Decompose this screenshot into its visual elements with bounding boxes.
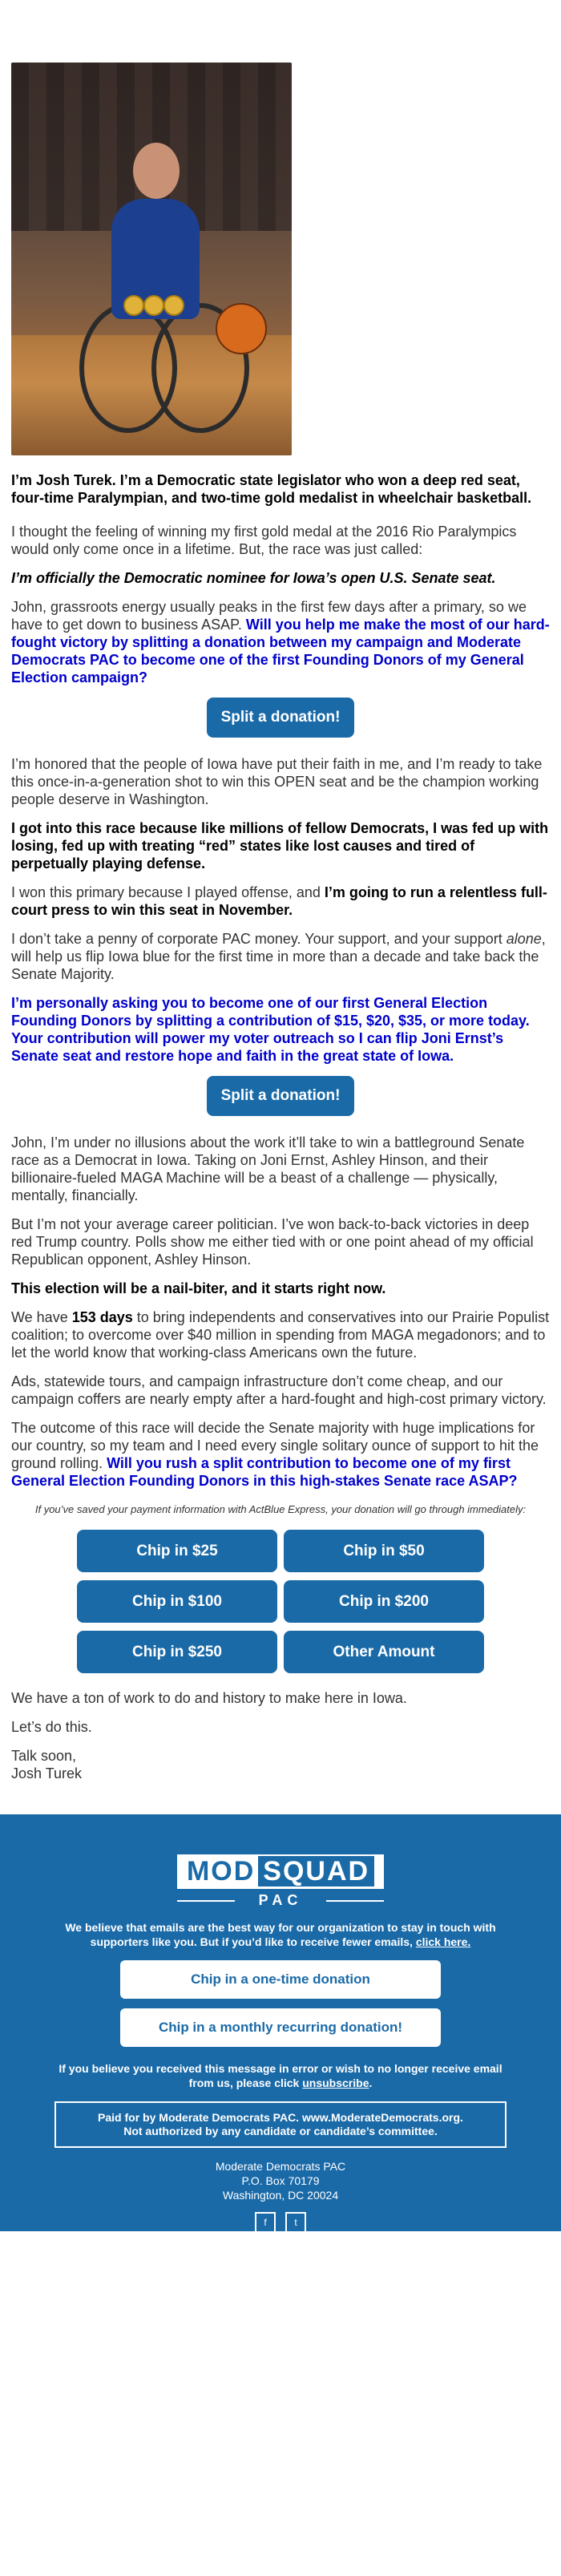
ask-link[interactable]: Will you rush a split contribution to become one of my first General Election Founding Donors in this high-stakes Senate race ASAP? — [11, 1455, 518, 1489]
actblue-note: If you’ve saved your payment information with ActBlue Express, your donation will go through immediately: — [34, 1503, 527, 1515]
paid-for-disclaimer: Paid for by Moderate Democrats PAC. www.ModerateDemocrats.org. Not authorized by any candidate or candidate’s committee. — [54, 2101, 507, 2148]
paragraph: I’m honored that the people of Iowa have put their faith in me, and I’m ready to take this once-in-a-generation shot to win this OPEN seat and be the champion working people deserve in Washington. — [11, 756, 543, 807]
unsubscribe-link[interactable]: unsubscribe — [302, 2077, 369, 2089]
one-time-donation-button[interactable]: Chip in a one-time donation — [120, 1960, 441, 1999]
candidate-photo — [11, 63, 292, 455]
monthly-donation-button[interactable]: Chip in a monthly recurring donation! — [120, 2008, 441, 2047]
paragraph: I got into this race because like millions of fellow Democrats, I was fed up with losing, fed up with treating “red” states like lost causes and tired of perpetually playing defense. — [11, 820, 549, 871]
other-amount-button[interactable]: Other Amount — [284, 1631, 484, 1673]
nominee-announcement: I’m officially the Democratic nominee for Iowa’s open U.S. Senate seat. — [11, 570, 496, 586]
paragraph: John, I’m under no illusions about the work it’ll take to win a battleground Senate race as a Democrat in Iowa. Taking on Joni Ernst, Ashley Hinson, and their billionaire-fueled MAGA Machine will be a beast of a challenge — physically, mentally, financially. — [11, 1134, 525, 1203]
fewer-emails-link[interactable]: click here. — [415, 1935, 471, 1948]
paragraph: We have a ton of work to do and history to make here in Iowa. — [11, 1690, 407, 1706]
chip-in-buttons — [11, 1530, 550, 1673]
chip-in-200-button[interactable]: Chip in $200 — [284, 1580, 484, 1623]
intro-paragraph: I’m Josh Turek. I’m a Democratic state legislator who won a deep red seat, four-time Paralympian, and two-time gold medalist in wheelchair basketball. — [11, 472, 532, 506]
paragraph: The outcome of this race will decide the Senate majority with huge implications for our country, so my team and I need every single solitary ounce of support to hit the ground rolling. Will you rush a split contribution to become one of my first General Election Founding Donors in this high-stakes Senate race ASAP? — [11, 1420, 539, 1489]
unsubscribe-text: If you believe you received this message in error or wish to no longer receive email from us, please click unsubscribe. — [59, 2062, 502, 2089]
paragraph: I don’t take a penny of corporate PAC money. Your support, and your support alone, will help us flip Iowa blue for the first time in more than a decade and take back the Senate Majority. — [11, 931, 546, 982]
chip-in-25-button[interactable]: Chip in $25 — [77, 1530, 277, 1572]
paragraph: We have 153 days to bring independents and conservatives into our Prairie Populist coalition; to overcome over $40 million in spending from MAGA megadonors; and to let the world know that working-class Americans own the future. — [11, 1309, 550, 1361]
split-donation-button[interactable]: Split a donation! — [207, 698, 355, 738]
paragraph: I won this primary because I played offense, and I’m going to run a relentless full-court press to win this seat in November. — [11, 884, 547, 918]
split-donation-button[interactable]: Split a donation! — [207, 1076, 355, 1116]
chip-in-250-button[interactable]: Chip in $250 — [77, 1631, 277, 1673]
facebook-icon[interactable]: f — [255, 2212, 276, 2233]
paragraph: But I’m not your average career politician. I’ve won back-to-back victories in deep red Trump country. Polls show me either tied with or one point ahead of my official Republican opponent, Ashley Hinson. — [11, 1216, 534, 1268]
paragraph: Let’s do this. — [11, 1719, 92, 1735]
chip-in-50-button[interactable]: Chip in $50 — [284, 1530, 484, 1572]
paragraph: John, grassroots energy usually peaks in the first few days after a primary, so we have to get down to business ASAP. Will you help me make the most of our hard-fought victory by splitting a donation between my campaign and Moderate Democrats PAC to become one of the first Founding Donors of my General Election campaign? — [11, 599, 550, 685]
signoff: Talk soon, Josh Turek — [11, 1748, 83, 1781]
paragraph: Ads, statewide tours, and campaign infrastructure don’t come cheap, and our campaign coffers are nearly empty after a hard-fought and high-cost primary victory. — [11, 1373, 547, 1407]
social-links — [0, 2212, 561, 2233]
mod-squad-pac-logo: MOD SQUAD PAC — [177, 1854, 384, 1909]
twitter-icon[interactable]: t — [285, 2212, 306, 2233]
mailing-address: Moderate Democrats PAC P.O. Box 70179 Washington, DC 20024 — [215, 2160, 346, 2202]
ask-link[interactable]: I’m personally asking you to become one of our first General Election Founding Donors by splitting a contribution of $15, $20, $35, or more today. Your contribution will power my voter outreach so I can flip Joni Ernst’s Senate seat and restore hope and faith in the great state of Iowa. — [11, 995, 530, 1064]
ask-link[interactable]: Will you help me make the most of our hard-fought victory by splitting a donation between my campaign and Moderate Democrats PAC to become one of the first Founding Donors of my General Election campaign? — [11, 617, 550, 685]
signature: Josh Turek — [11, 1765, 83, 1781]
chip-in-100-button[interactable]: Chip in $100 — [77, 1580, 277, 1623]
email-preferences-text: We believe that emails are the best way for our organization to stay in touch with supporters like you. But if you’d like to receive fewer emails, click here. — [65, 1921, 496, 1948]
footer — [0, 1814, 561, 2231]
paragraph: I thought the feeling of winning my first gold medal at the 2016 Rio Paralympics would only come once in a lifetime. But, the race was just called: — [11, 524, 517, 557]
paragraph: This election will be a nail-biter, and it starts right now. — [11, 1280, 386, 1296]
